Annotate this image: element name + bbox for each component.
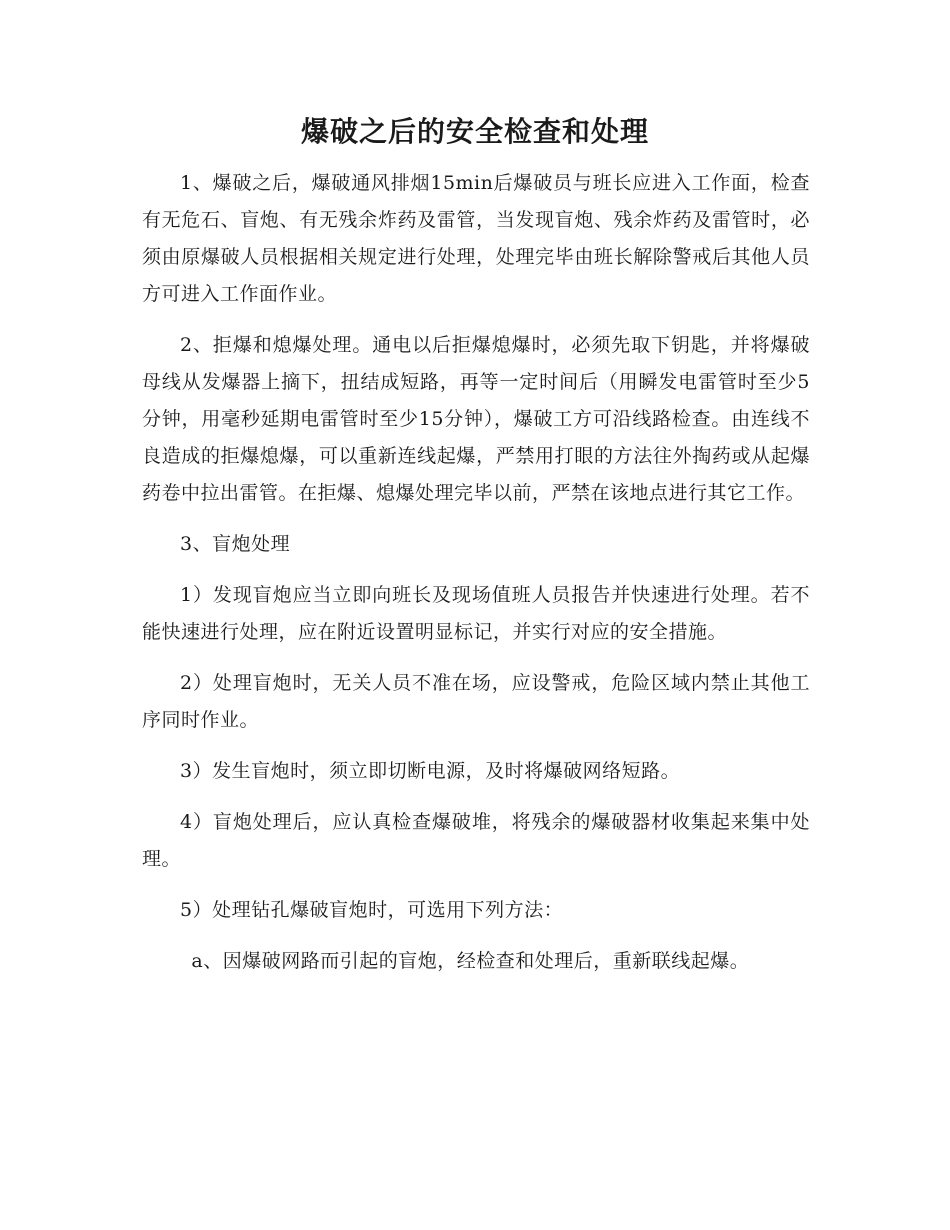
paragraph-3-1: 1）发现盲炮应当立即向班长及现场值班人员报告并快速进行处理。若不能快速进行处理，应在附近设置明显标记，并实行对应的安全措施。 [142,584,810,643]
paragraph-2: 2、拒爆和熄爆处理。通电以后拒爆熄爆时，必须先取下钥匙，并将爆破母线从发爆器上摘下，扭结成短路，再等一定时间后（用瞬发电雷管时至少5分钟，用毫秒延期电雷管时至少15分钟），爆破工方可沿线路检查。由连线不良造成的拒爆熄爆，可以重新连线起爆，严禁用打眼的方法往外掏药或从起爆药卷中拉出雷管。在拒爆、熄爆处理完毕以前，严禁在该地点进行其它工作。 [142,334,810,504]
paragraph-1: 1、爆破之后，爆破通风排烟15min后爆破员与班长应进入工作面，检查有无危石、盲炮、有无残余炸药及雷管，当发现盲炮、残余炸药及雷管时，必须由原爆破人员根据相关规定进行处理，处理完毕由班长解除警戒后其他人员方可进入工作面作业。 [142,172,810,305]
paragraph-3-3: 3）发生盲炮时，须立即切断电源，及时将爆破网络短路。 [180,760,681,782]
paragraph-3-2: 2）处理盲炮时，无关人员不准在场，应设警戒，危险区域内禁止其他工序同时作业。 [142,672,810,731]
paragraph-3-5: 5）处理钻孔爆破盲炮时，可选用下列方法： [180,899,564,921]
paragraph-3-heading: 3、盲炮处理 [180,533,291,555]
document-body [142,165,810,980]
page-title: 爆破之后的安全检查和处理 [300,115,649,148]
paragraph-3-4: 4）盲炮处理后，应认真检查爆破堆，将残余的爆破器材收集起来集中处理。 [142,811,810,870]
paragraph-3-5-a: a、因爆破网路而引起的盲炮，经检查和处理后，重新联线起爆。 [191,950,750,972]
